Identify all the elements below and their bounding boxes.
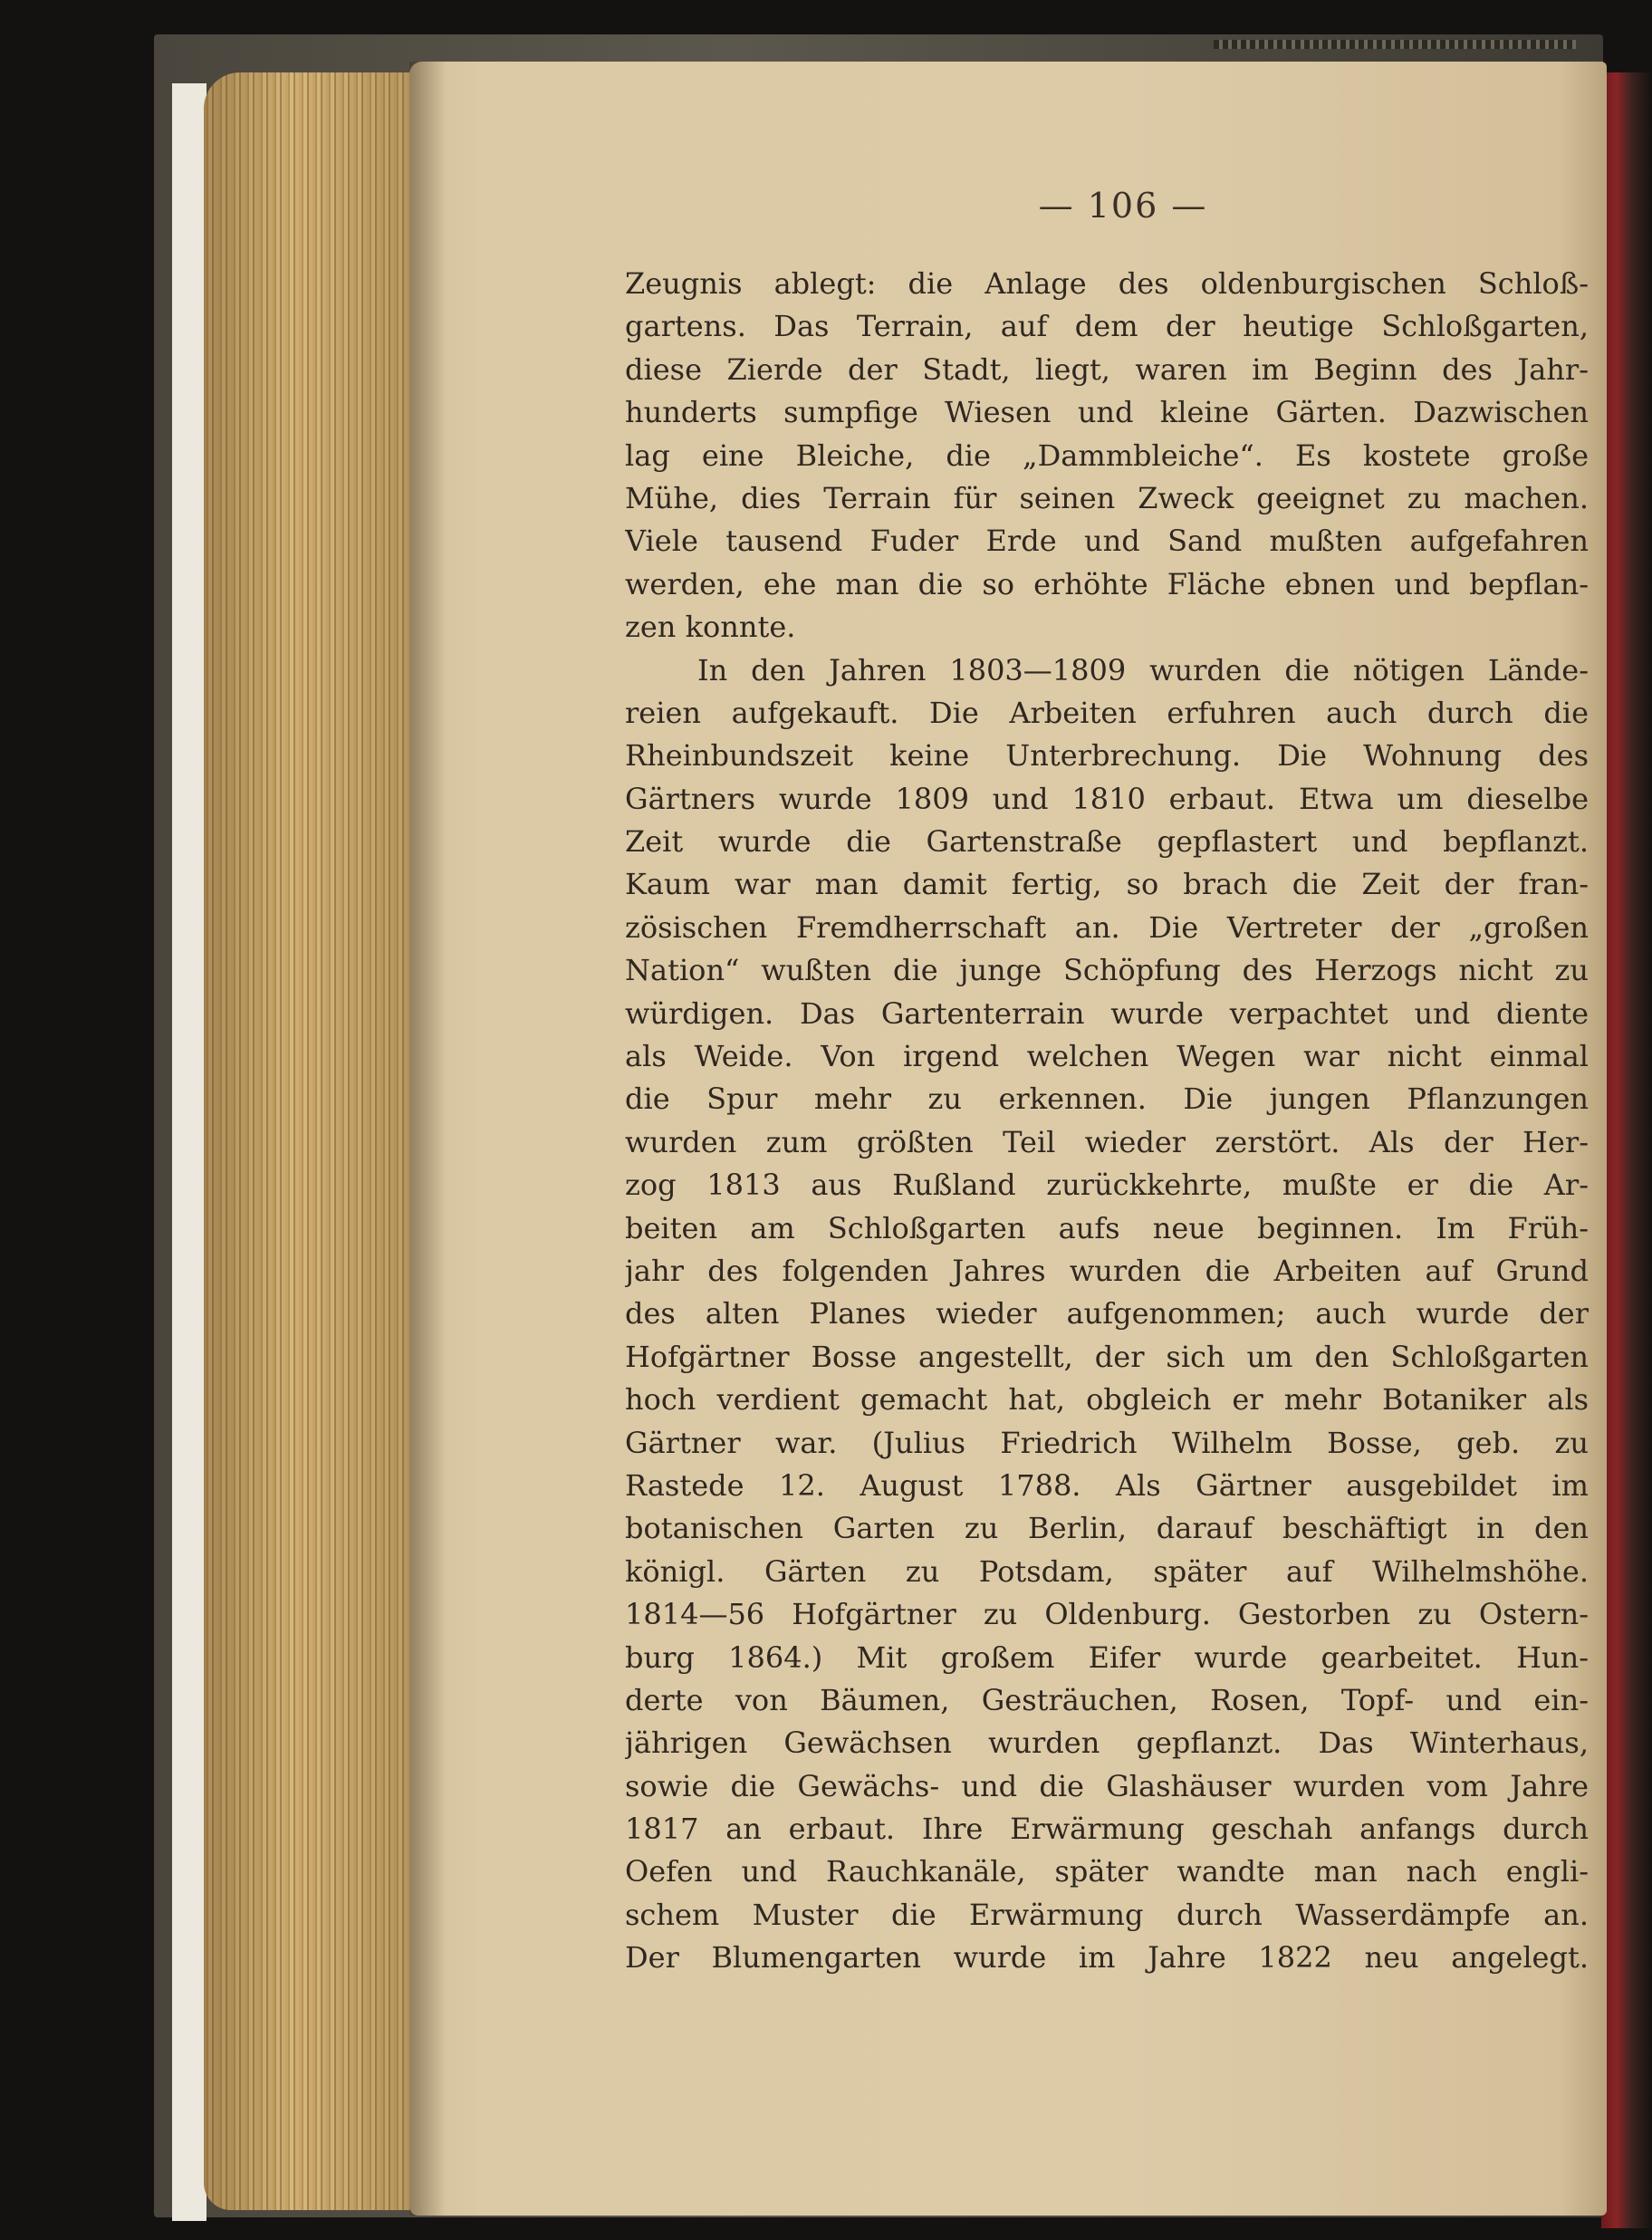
body-text (625, 263, 1589, 1980)
text-line: 1814—56 Hofgärtner zu Oldenburg. Gestorben zu Ostern- (625, 1597, 1589, 1632)
text-line: zösischen Fremdherrschaft an. Die Vertreter der „großen (625, 909, 1589, 945)
text-line: diese Zierde der Stadt, liegt, waren im Beginn des Jahr- (625, 351, 1589, 387)
text-line: die Spur mehr zu erkennen. Die jungen Pflanzungen (625, 1082, 1589, 1117)
text-line: Zeugnis ablegt: die Anlage des oldenburgischen Schloß- (625, 266, 1589, 301)
text-line: Viele tausend Fuder Erde und Sand mußten aufgefahren (625, 524, 1589, 559)
text-line: reien aufgekauft. Die Arbeiten erfuhren auch durch die (625, 695, 1589, 730)
text-line: als Weide. Von irgend welchen Wegen war nicht einmal (625, 1039, 1589, 1074)
text-line: zog 1813 aus Rußland zurückkehrte, mußte er die Ar- (625, 1168, 1589, 1203)
text-line: Nation“ wußten die junge Schöpfung des Herzogs nicht zu (625, 953, 1589, 988)
text-line: 1817 an erbaut. Ihre Erwärmung geschah anfangs durch (625, 1812, 1589, 1847)
page-block-shadow (204, 72, 430, 2210)
text-line: botanischen Garten zu Berlin, darauf beschäftigt in den (625, 1511, 1589, 1546)
text-line: Kaum war man damit fertig, so brach die Zeit der fran- (625, 867, 1589, 902)
text-line: Hofgärtner Bosse angestellt, der sich um den Schloßgarten (625, 1339, 1589, 1374)
text-line: Zeit wurde die Gartenstraße gepflastert und bepflanzt. (625, 824, 1589, 860)
text-line: gartens. Das Terrain, auf dem der heutige Schloßgarten, (625, 309, 1589, 344)
text-line: lag eine Bleiche, die „Dammbleiche“. Es kostete große (625, 437, 1589, 473)
text-line: Gärtner war. (Julius Friedrich Wilhelm Bosse, geb. zu (625, 1425, 1589, 1460)
text-line: Rastede 12. August 1788. Als Gärtner ausgebildet im (625, 1467, 1589, 1503)
text-line: jahr des folgenden Jahres wurden die Arbeiten auf Grund (625, 1253, 1589, 1288)
endpaper-edge (172, 83, 206, 2221)
text-line: Der Blumengarten wurde im Jahre 1822 neu angelegt. (625, 1940, 1589, 1976)
text-line: sowie die Gewächs- und die Glashäuser wurden vom Jahre (625, 1768, 1589, 1803)
text-line: beiten am Schloßgarten aufs neue beginnen. Im Früh- (625, 1210, 1589, 1245)
text-line: wurden zum größten Teil wieder zerstört. Als der Her- (625, 1124, 1589, 1159)
text-line: königl. Gärten zu Potsdam, später auf Wilhelmshöhe. (625, 1553, 1589, 1589)
text-line: zen konnte. (625, 610, 796, 645)
text-line: burg 1864.) Mit großem Eifer wurde gearbeitet. Hun- (625, 1639, 1589, 1675)
text-line: des alten Planes wieder aufgenommen; auch wurde der (625, 1296, 1589, 1332)
page-number: — 106 — (1038, 186, 1208, 226)
text-line: In den Jahren 1803—1809 wurden die nötigen Lände- (697, 652, 1589, 687)
text-line: schem Muster die Erwärmung durch Wasserdämpfe an. (625, 1897, 1589, 1932)
text-line: Mühe, dies Terrain für seinen Zweck geeignet zu machen. (625, 480, 1589, 515)
text-line: derte von Bäumen, Gesträuchen, Rosen, Topf- und ein- (625, 1682, 1589, 1717)
text-line: würdigen. Das Gartenterrain wurde verpachtet und diente (625, 995, 1589, 1031)
right-cover-edge (1601, 72, 1652, 2228)
text-line: Gärtners wurde 1809 und 1810 erbaut. Etwa um dieselbe (625, 781, 1589, 816)
text-line: hunderts sumpfige Wiesen und kleine Gärten. Dazwischen (625, 395, 1589, 430)
page-gutter-shadow (409, 62, 446, 2216)
cover-edge-pattern (1214, 40, 1576, 49)
text-line: jährigen Gewächsen wurden gepflanzt. Das Winterhaus, (625, 1726, 1589, 1761)
text-line: Rheinbundszeit keine Unterbrechung. Die Wohnung des (625, 738, 1589, 774)
text-line: Oefen und Rauchkanäle, später wandte man nach engli- (625, 1854, 1589, 1889)
text-line: hoch verdient gemacht hat, obgleich er mehr Botaniker als (625, 1382, 1589, 1418)
text-line: werden, ehe man die so erhöhte Fläche ebnen und bepflan- (625, 566, 1589, 601)
